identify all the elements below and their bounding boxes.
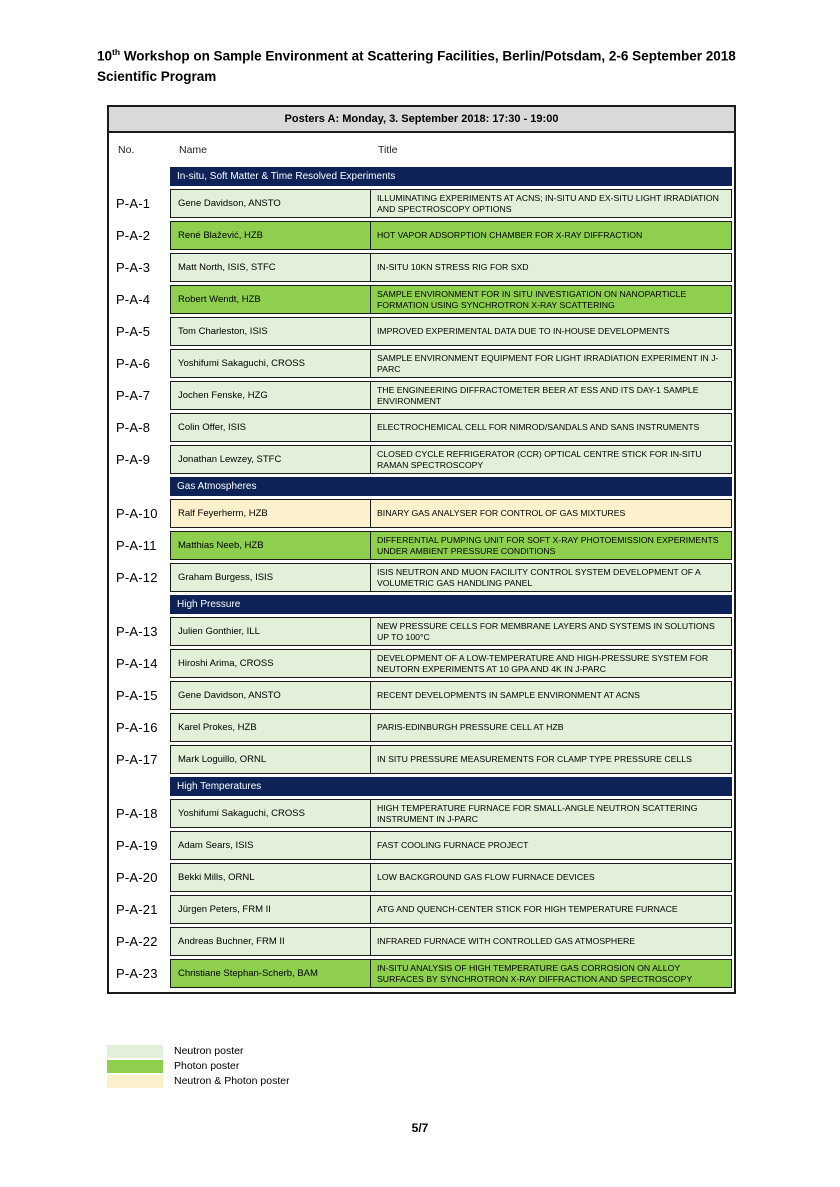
poster-presenter-cell: Jochen Fenske, HZG — [171, 382, 371, 409]
poster-cells — [170, 221, 732, 250]
legend-item — [107, 1074, 290, 1088]
table-body — [109, 167, 734, 992]
poster-number-cell: P-A-8 — [116, 420, 151, 435]
section-header-row — [109, 595, 732, 614]
workshop-title-line — [97, 46, 747, 67]
poster-number-cell: P-A-13 — [116, 624, 158, 639]
poster-number-cell: P-A-23 — [116, 966, 158, 981]
poster-type-legend — [107, 1044, 290, 1089]
poster-row — [109, 285, 732, 314]
poster-presenter-cell: Jonathan Lewzey, STFC — [171, 446, 371, 473]
poster-presenter-cell: Bekki Mills, ORNL — [171, 864, 371, 891]
legend-color-swatch — [107, 1075, 163, 1088]
poster-cells — [170, 895, 732, 924]
poster-title-cell: DEVELOPMENT OF A LOW-TEMPERATURE AND HIGH-PRESSURE SYSTEM FOR NEUTORN EXPERIMENTS AT 10 GPA AND 4K IN J-PARC — [371, 650, 731, 677]
poster-title-cell: DIFFERENTIAL PUMPING UNIT FOR SOFT X-RAY PHOTOEMISSION EXPERIMENTS UNDER AMBIENT PRESSURE CONDITIONS — [371, 532, 731, 559]
legend-item-label: Neutron poster — [174, 1045, 244, 1057]
poster-cells — [170, 349, 732, 378]
section-header-label: Gas Atmospheres — [170, 477, 732, 496]
posters-session-title: Posters A: Monday, 3. September 2018: 17:30 - 19:00 — [109, 107, 734, 133]
workshop-title-number: 10 — [97, 48, 113, 64]
poster-row — [109, 713, 732, 742]
poster-title-cell: IN-SITU 10KN STRESS RIG FOR SXD — [371, 254, 731, 281]
poster-number-cell: P-A-3 — [116, 260, 151, 275]
poster-row — [109, 531, 732, 560]
poster-number-cell: P-A-15 — [116, 688, 158, 703]
poster-title-cell: IN SITU PRESSURE MEASUREMENTS FOR CLAMP TYPE PRESSURE CELLS — [371, 746, 731, 773]
poster-cells — [170, 413, 732, 442]
poster-presenter-cell: Mark Loguillo, ORNL — [171, 746, 371, 773]
section-spacer — [109, 777, 170, 796]
poster-row — [109, 895, 732, 924]
poster-cells — [170, 445, 732, 474]
poster-number-cell: P-A-1 — [116, 196, 151, 211]
poster-title-cell: SAMPLE ENVIRONMENT FOR IN SITU INVESTIGATION ON NANOPARTICLE FORMATION USING SYNCHROTRON X-RAY SCATTERING — [371, 286, 731, 313]
poster-cells — [170, 959, 732, 988]
poster-presenter-cell: Adam Sears, ISIS — [171, 832, 371, 859]
poster-cells — [170, 189, 732, 218]
poster-cells — [170, 649, 732, 678]
poster-cells — [170, 745, 732, 774]
poster-title-cell: SAMPLE ENVIRONMENT EQUIPMENT FOR LIGHT IRRADIATION EXPERIMENT IN J-PARC — [371, 350, 731, 377]
section-spacer — [109, 595, 170, 614]
poster-number-cell: P-A-18 — [116, 806, 158, 821]
poster-presenter-cell: Ralf Feyerherm, HZB — [171, 500, 371, 527]
poster-presenter-cell: Matt North, ISIS, STFC — [171, 254, 371, 281]
poster-title-cell: ILLUMINATING EXPERIMENTS AT ACNS; IN-SITU AND EX-SITU LIGHT IRRADIATION AND SPECTROSCOPY OPTIONS — [371, 190, 731, 217]
document-header — [97, 46, 747, 87]
poster-number-cell: P-A-6 — [116, 356, 151, 371]
legend-item — [107, 1059, 290, 1073]
poster-row — [109, 799, 732, 828]
legend-item-label: Neutron & Photon poster — [174, 1075, 290, 1087]
poster-title-cell: INFRARED FURNACE WITH CONTROLLED GAS ATMOSPHERE — [371, 928, 731, 955]
legend-color-swatch — [107, 1060, 163, 1073]
poster-title-cell: HOT VAPOR ADSORPTION CHAMBER FOR X-RAY DIFFRACTION — [371, 222, 731, 249]
poster-row — [109, 317, 732, 346]
poster-presenter-cell: Karel Prokes, HZB — [171, 714, 371, 741]
section-header-label: High Pressure — [170, 595, 732, 614]
column-header-title: Title — [378, 144, 398, 156]
poster-row — [109, 681, 732, 710]
poster-cells — [170, 713, 732, 742]
poster-title-cell: ATG AND QUENCH-CENTER STICK FOR HIGH TEMPERATURE FURNACE — [371, 896, 731, 923]
section-header-row — [109, 777, 732, 796]
poster-number-cell: P-A-19 — [116, 838, 158, 853]
poster-presenter-cell: Gene Davidson, ANSTO — [171, 190, 371, 217]
poster-row — [109, 863, 732, 892]
section-spacer — [109, 477, 170, 496]
poster-presenter-cell: Jürgen Peters, FRM II — [171, 896, 371, 923]
poster-cells — [170, 927, 732, 956]
legend-color-swatch — [107, 1045, 163, 1058]
poster-title-cell: IMPROVED EXPERIMENTAL DATA DUE TO IN-HOUSE DEVELOPMENTS — [371, 318, 731, 345]
poster-title-cell: NEW PRESSURE CELLS FOR MEMBRANE LAYERS AND SYSTEMS IN SOLUTIONS UP TO 100°C — [371, 618, 731, 645]
legend-item — [107, 1044, 290, 1058]
poster-row — [109, 959, 732, 988]
poster-title-cell: CLOSED CYCLE REFRIGERATOR (CCR) OPTICAL CENTRE STICK FOR IN-SITU RAMAN SPECTROSCOPY — [371, 446, 731, 473]
poster-row — [109, 745, 732, 774]
section-header-label: High Temperatures — [170, 777, 732, 796]
poster-row — [109, 253, 732, 282]
poster-presenter-cell: Hiroshi Arima, CROSS — [171, 650, 371, 677]
poster-number-cell: P-A-20 — [116, 870, 158, 885]
section-header-row — [109, 477, 732, 496]
section-spacer — [109, 167, 170, 186]
column-header-no: No. — [118, 144, 135, 156]
poster-row — [109, 563, 732, 592]
poster-row — [109, 349, 732, 378]
poster-cells — [170, 253, 732, 282]
poster-presenter-cell: Graham Burgess, ISIS — [171, 564, 371, 591]
poster-cells — [170, 563, 732, 592]
section-header-row — [109, 167, 732, 186]
poster-presenter-cell: Julien Gonthier, ILL — [171, 618, 371, 645]
poster-number-cell: P-A-9 — [116, 452, 151, 467]
poster-number-cell: P-A-11 — [116, 538, 157, 553]
poster-number-cell: P-A-2 — [116, 228, 151, 243]
poster-row — [109, 499, 732, 528]
poster-cells — [170, 381, 732, 410]
poster-row — [109, 831, 732, 860]
column-header-row — [109, 133, 734, 167]
poster-title-cell: HIGH TEMPERATURE FURNACE FOR SMALL-ANGLE NEUTRON SCATTERING INSTRUMENT IN J-PARC — [371, 800, 731, 827]
poster-title-cell: PARIS-EDINBURGH PRESSURE CELL AT HZB — [371, 714, 731, 741]
poster-number-cell: P-A-4 — [116, 292, 151, 307]
poster-row — [109, 445, 732, 474]
poster-cells — [170, 285, 732, 314]
section-header-label: In-situ, Soft Matter & Time Resolved Experiments — [170, 167, 732, 186]
poster-presenter-cell: Gene Davidson, ANSTO — [171, 682, 371, 709]
poster-cells — [170, 799, 732, 828]
poster-title-cell: ELECTROCHEMICAL CELL FOR NIMROD/SANDALS AND SANS INSTRUMENTS — [371, 414, 731, 441]
poster-title-cell: THE ENGINEERING DIFFRACTOMETER BEER AT ESS AND ITS DAY-1 SAMPLE ENVIRONMENT — [371, 382, 731, 409]
poster-presenter-cell: Matthias Neeb, HZB — [171, 532, 371, 559]
poster-cells — [170, 499, 732, 528]
poster-presenter-cell: Tom Charleston, ISIS — [171, 318, 371, 345]
workshop-title-text: Workshop on Sample Environment at Scattering Facilities, Berlin/Potsdam, 2-6 September 2018 — [120, 48, 736, 64]
poster-row — [109, 927, 732, 956]
poster-title-cell: LOW BACKGROUND GAS FLOW FURNACE DEVICES — [371, 864, 731, 891]
poster-row — [109, 189, 732, 218]
poster-number-cell: P-A-22 — [116, 934, 158, 949]
column-header-name: Name — [179, 144, 208, 156]
poster-presenter-cell: René Blažević, HZB — [171, 222, 371, 249]
poster-presenter-cell: Colin Offer, ISIS — [171, 414, 371, 441]
poster-row — [109, 221, 732, 250]
poster-title-cell: FAST COOLING FURNACE PROJECT — [371, 832, 731, 859]
poster-number-cell: P-A-12 — [116, 570, 158, 585]
workshop-title-ordinal: th — [112, 47, 121, 57]
poster-presenter-cell: Yoshifumi Sakaguchi, CROSS — [171, 350, 371, 377]
poster-title-cell: BINARY GAS ANALYSER FOR CONTROL OF GAS MIXTURES — [371, 500, 731, 527]
poster-number-cell: P-A-7 — [116, 388, 151, 403]
poster-presenter-cell: Christiane Stephan-Scherb, BAM — [171, 960, 371, 987]
poster-number-cell: P-A-17 — [116, 752, 158, 767]
poster-presenter-cell: Andreas Buchner, FRM II — [171, 928, 371, 955]
poster-cells — [170, 831, 732, 860]
poster-title-cell: ISIS NEUTRON AND MUON FACILITY CONTROL SYSTEM DEVELOPMENT OF A VOLUMETRIC GAS HANDLING PANEL — [371, 564, 731, 591]
scientific-program-subtitle: Scientific Program — [97, 68, 217, 84]
poster-number-cell: P-A-21 — [116, 902, 158, 917]
poster-number-cell: P-A-16 — [116, 720, 158, 735]
poster-title-cell: IN-SITU ANALYSIS OF HIGH TEMPERATURE GAS CORROSION ON ALLOY SURFACES BY SYNCHROTRON X-RAY DIFFRACTION AND SPECTROSCOPY — [371, 960, 731, 987]
poster-number-cell: P-A-14 — [116, 656, 158, 671]
poster-number-cell: P-A-10 — [116, 506, 158, 521]
poster-cells — [170, 617, 732, 646]
poster-cells — [170, 681, 732, 710]
poster-presenter-cell: Yoshifumi Sakaguchi, CROSS — [171, 800, 371, 827]
poster-row — [109, 381, 732, 410]
poster-cells — [170, 531, 732, 560]
page-number: 5/7 — [411, 1121, 429, 1135]
poster-cells — [170, 863, 732, 892]
poster-row — [109, 649, 732, 678]
posters-table — [107, 105, 736, 994]
poster-presenter-cell: Robert Wendt, HZB — [171, 286, 371, 313]
poster-title-cell: RECENT DEVELOPMENTS IN SAMPLE ENVIRONMENT AT ACNS — [371, 682, 731, 709]
poster-number-cell: P-A-5 — [116, 324, 151, 339]
poster-row — [109, 617, 732, 646]
legend-item-label: Photon poster — [174, 1060, 240, 1072]
poster-row — [109, 413, 732, 442]
poster-cells — [170, 317, 732, 346]
